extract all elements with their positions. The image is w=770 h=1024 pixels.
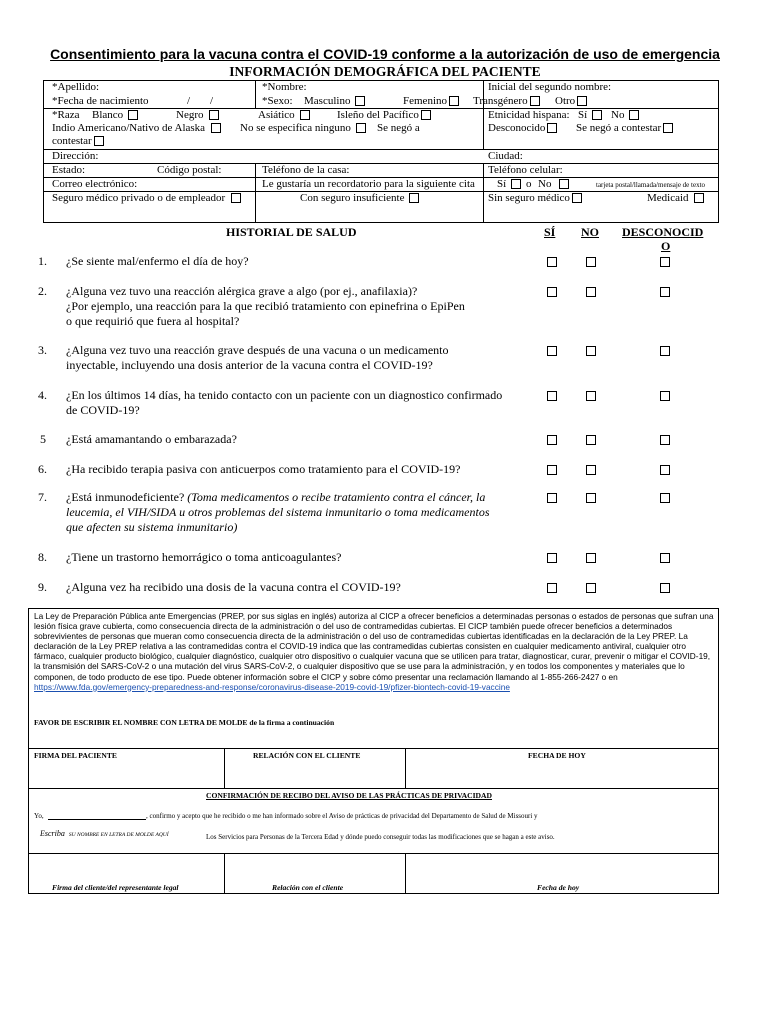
- checkbox[interactable]: [209, 110, 219, 120]
- answer-no-checkbox[interactable]: [586, 465, 596, 475]
- ethnicity-yes-option[interactable]: [578, 109, 602, 121]
- answer-yes-checkbox[interactable]: [547, 391, 557, 401]
- privacy-yo: Yo,: [34, 812, 44, 820]
- date-separator: /: [187, 95, 191, 107]
- reminder-yes-option[interactable]: [497, 178, 521, 190]
- answer-no-checkbox[interactable]: [586, 257, 596, 267]
- ethnicity-no-option[interactable]: [611, 109, 639, 121]
- answer-no-checkbox[interactable]: [586, 553, 596, 563]
- checkbox[interactable]: [592, 110, 602, 120]
- question-line: ¿Alguna vez ha recibido una dosis de la vacuna contra el COVID-19?: [66, 580, 401, 594]
- underinsured-option[interactable]: [300, 192, 419, 204]
- question-number: 7.: [38, 490, 47, 504]
- answer-unknown-checkbox[interactable]: [660, 287, 670, 297]
- fda-link[interactable]: https://www.fda.gov/emergency-preparedness-and-response/coronavirus-disease-2019-covid-19/pfizer-biontech-covid-19-vaccine: [34, 681, 510, 692]
- question-text: [66, 490, 536, 535]
- date-label: FECHA DE HOY: [528, 751, 586, 760]
- question-line: ¿Está amamantando o embarazada?: [66, 432, 237, 446]
- race-white-label: Blanco: [92, 109, 124, 121]
- email-label: Correo electrónico:: [52, 178, 138, 190]
- col-unknown-header-2: O: [661, 239, 671, 253]
- birth-date-label: *Fecha de nacimiento: [52, 95, 149, 107]
- question-line: leucemia, el VIH/SIDA u otros problemas del sistema inmunitario o toma medicamentos: [66, 505, 490, 519]
- checkbox[interactable]: [559, 179, 569, 189]
- race-native-label: Indio Americano/Nativo de Alaska: [52, 122, 206, 134]
- question-line: ¿Alguna vez tuvo una reacción alérgica grave a algo (por ej., anafilaxia)?: [66, 284, 418, 298]
- answer-unknown-checkbox[interactable]: [660, 465, 670, 475]
- question-line: ¿En los últimos 14 días, ha tenido contacto con un paciente con un diagnostico confirmado: [66, 388, 503, 402]
- address-label: Dirección:: [52, 150, 99, 162]
- checkbox[interactable]: [231, 193, 241, 203]
- col-unknown-header: DESCONOCID: [622, 225, 704, 239]
- ethnicity-unknown-option[interactable]: [488, 122, 557, 134]
- checkbox[interactable]: [629, 110, 639, 120]
- name-line[interactable]: [48, 819, 146, 820]
- question-number: 6.: [38, 462, 47, 476]
- question-number: 3.: [38, 343, 47, 357]
- today-date-label: Fecha de hoy: [537, 883, 580, 892]
- answer-unknown-checkbox[interactable]: [660, 435, 670, 445]
- answer-unknown-checkbox[interactable]: [660, 583, 670, 593]
- question-line: ¿Por ejemplo, una reacción para la que recibió tratamiento con epinefrina o EpiPen: [66, 299, 465, 313]
- checkbox[interactable]: [577, 96, 587, 106]
- reminder-no-option[interactable]: [538, 178, 569, 190]
- answer-yes-checkbox[interactable]: [547, 346, 557, 356]
- race-label: *Raza: [52, 109, 80, 121]
- question-line: que afecten su sistema inmunitario): [66, 520, 238, 534]
- sex-female-label: Femenino: [403, 95, 447, 107]
- answer-yes-checkbox[interactable]: [547, 493, 557, 503]
- question-number: 9.: [38, 580, 47, 594]
- question-line: ¿Se siente mal/enfermo el día de hoy?: [66, 254, 249, 268]
- answer-yes-checkbox[interactable]: [547, 287, 557, 297]
- privacy-title: CONFIRMACIÓN DE RECIBO DEL AVISO DE LAS PRÁCTICAS DE PRIVACIDAD: [206, 791, 493, 800]
- demographics-heading: INFORMACIÓN DEMOGRÁFICA DEL PACIENTE: [229, 64, 541, 79]
- ethnicity-label: Etnicidad hispana:: [488, 109, 570, 121]
- uninsured-option[interactable]: [488, 192, 582, 204]
- privacy-ack-line1: , confirmo y acepto que he recibido o me han informado sobre el Aviso de prácticas de privacidad del Departamento de Salud de Missouri y: [146, 812, 538, 820]
- medicaid-option[interactable]: [647, 192, 704, 204]
- question-number: 1.: [38, 254, 47, 268]
- print-name-hint: [40, 823, 169, 841]
- answer-yes-checkbox[interactable]: [547, 583, 557, 593]
- answer-yes-checkbox[interactable]: [547, 465, 557, 475]
- question-text: [66, 462, 536, 477]
- checkbox[interactable]: [547, 123, 557, 133]
- reminder-or: o: [526, 178, 532, 190]
- date-separator: /: [210, 95, 214, 107]
- prep-act-notice: [34, 611, 716, 692]
- sex-transgender-label: Transgénero: [473, 95, 528, 107]
- ethnicity-refused-option[interactable]: [576, 122, 673, 134]
- answer-unknown-checkbox[interactable]: [660, 257, 670, 267]
- cell-phone-label: Teléfono celular:: [488, 164, 563, 176]
- question-number: 4.: [38, 388, 47, 402]
- ethnicity-no-label: No: [611, 109, 625, 121]
- underinsured-label: Con seguro insuficiente: [300, 192, 405, 204]
- race-pacific-islander-label: Isleño del Pacífico: [337, 109, 419, 121]
- race-black-label: Negro: [176, 109, 204, 121]
- checkbox[interactable]: [355, 96, 365, 106]
- question-line: inyectable, incluyendo una dosis anterior de la vacuna contra el COVID-19?: [66, 358, 433, 372]
- question-number: 2.: [38, 284, 47, 298]
- answer-no-checkbox[interactable]: [586, 391, 596, 401]
- race-white-option[interactable]: [92, 109, 138, 121]
- health-history-title: HISTORIAL DE SALUD: [226, 225, 357, 239]
- answer-no-checkbox[interactable]: [586, 287, 596, 297]
- answer-yes-checkbox[interactable]: [547, 553, 557, 563]
- race-asian-label: Asiático: [258, 109, 295, 121]
- question-line: ¿Ha recibido terapia pasiva con anticuerpos como tratamiento para el COVID-19?: [66, 462, 461, 476]
- race-asian-option[interactable]: [258, 109, 310, 121]
- checkbox[interactable]: [128, 110, 138, 120]
- answer-yes-checkbox[interactable]: [547, 257, 557, 267]
- answer-no-checkbox[interactable]: [586, 435, 596, 445]
- sex-other-option[interactable]: [555, 95, 587, 107]
- checkbox[interactable]: [572, 193, 582, 203]
- checkbox[interactable]: [409, 193, 419, 203]
- question-line: de COVID-19?: [66, 403, 140, 417]
- uninsured-label: Sin seguro médico: [488, 192, 570, 204]
- question-line: ¿Tiene un trastorno hemorrágico o toma anticoagulantes?: [66, 550, 342, 564]
- reminder-label: Le gustaría un recordatorio para la siguiente cita: [262, 178, 475, 190]
- race-unspecified-label: No se especifica ninguno: [240, 122, 351, 134]
- client-relationship-label: Relación con el cliente: [272, 883, 344, 892]
- race-refused-label-2: contestar: [52, 135, 92, 147]
- question-line: ¿Alguna vez tuvo una reacción grave después de una vacuna o un medicamento: [66, 343, 449, 357]
- sex-female-option[interactable]: [403, 95, 459, 107]
- checkbox[interactable]: [211, 123, 221, 133]
- form-title: Consentimiento para la vacuna contra el COVID-19 conforme a la autorización de uso de emergencia: [50, 46, 720, 62]
- col-no-header: NO: [581, 225, 599, 239]
- question-line: o que requirió que fuera al hospital?: [66, 314, 240, 328]
- question-text: [66, 432, 536, 447]
- question-text: [66, 343, 536, 373]
- answer-unknown-checkbox[interactable]: [660, 391, 670, 401]
- prep-act-text: La Ley de Preparación Pública ante Emergencias (PREP, por sus siglas en inglés) autoriza al CICP a ofrecer beneficios a determinadas personas o estados de personas que sufran una lesión física grave cubierta, como consecuencia directa de la administración o del uso de contramedidas cubiertas. El CICP también puede ofrecer beneficios a determinados sobrevivientes de personas que mueran como consecuencia directa de la administración o del uso de contramedidas cubiertas identificadas en la declaración de la Ley PREP. La declaración de la Ley PREP relativa a las contramedidas contra el COVID-19 indica que las contramedidas cubiertas consisten en cualquier medicamento antiviral, cualquier otro fármaco, cualquier producto biológico, cualquier diagnóstico, cualquier otro dispositivo o cualquier vacuna que se utilicen para tratar, diagnosticar, curar, prevenir o mitigar el COVID-19, la transmisión del SARS-CoV-2 o una mutación del virus SARS-CoV-2, o cualquier dispositivo que se use para la administración, y en todos los componentes y materiales que lo componen, de todo producto de ese tipo. Puede obtener información sobre el CICP y sobre cómo presentar una reclamación llamando al 1-855-266-2427 o en: [34, 611, 714, 682]
- reminder-yes-label: Sí: [497, 178, 507, 190]
- checkbox[interactable]: [94, 136, 104, 146]
- race-refused-option[interactable]: [52, 135, 104, 147]
- sex-male-label: Masculino: [304, 95, 351, 107]
- state-label: Estado:: [52, 164, 85, 176]
- sex-other-label: Otro: [555, 95, 576, 107]
- private-insurance-label: Seguro médico privado o de empleador: [52, 192, 226, 204]
- checkbox[interactable]: [694, 193, 704, 203]
- checkbox[interactable]: [356, 123, 366, 133]
- question-text: [66, 388, 536, 418]
- answer-no-checkbox[interactable]: [586, 346, 596, 356]
- city-label: Ciudad:: [488, 150, 523, 162]
- sex-label: *Sexo:: [262, 95, 293, 107]
- question-text: [66, 284, 536, 329]
- answer-yes-checkbox[interactable]: [547, 435, 557, 445]
- middle-initial-label: Inicial del segundo nombre:: [488, 81, 612, 93]
- race-native-option[interactable]: [52, 122, 221, 134]
- question-line: (Toma medicamentos o recibe tratamiento contra el cáncer, la: [187, 490, 486, 504]
- question-number: 5: [40, 432, 46, 446]
- checkbox[interactable]: [449, 96, 459, 106]
- checkbox[interactable]: [421, 110, 431, 120]
- question-text: [66, 254, 536, 269]
- checkbox[interactable]: [300, 110, 310, 120]
- private-insurance-option[interactable]: [52, 192, 241, 204]
- checkbox[interactable]: [663, 123, 673, 133]
- question-text: [66, 550, 536, 565]
- sex-transgender-option[interactable]: [473, 95, 540, 107]
- ethnicity-refused-label: Se negó a contestar: [576, 122, 662, 134]
- ethnicity-yes-label: Sí: [578, 109, 588, 121]
- answer-no-checkbox[interactable]: [586, 493, 596, 503]
- print-name-instruction: FAVOR DE ESCRIBIR EL NOMBRE CON LETRA DE MOLDE de la firma a continuación: [34, 718, 335, 727]
- question-text: [66, 580, 536, 595]
- answer-unknown-checkbox[interactable]: [660, 493, 670, 503]
- relationship-label: RELACIÓN CON EL CLIENTE: [253, 751, 361, 760]
- race-refused-label: Se negó a: [377, 122, 420, 134]
- answer-unknown-checkbox[interactable]: [660, 346, 670, 356]
- reminder-type-note: tarjeta postal/llamada/mensaje de texto: [596, 181, 706, 189]
- zip-label: Código postal:: [157, 164, 222, 176]
- medicaid-label: Medicaid: [647, 192, 689, 204]
- answer-no-checkbox[interactable]: [586, 583, 596, 593]
- last-name-label: *Apellido:: [52, 81, 100, 93]
- race-pacific-islander-option[interactable]: [337, 109, 431, 121]
- home-phone-label: Teléfono de la casa:: [262, 164, 350, 176]
- print-name-hint-rest: SU NOMBRE EN LETRA DE MOLDE AQUÍ: [68, 832, 169, 838]
- first-name-label: *Nombre:: [262, 81, 307, 93]
- print-name-hint-lead: Escriba: [40, 829, 65, 838]
- race-unspecified-option[interactable]: [240, 122, 366, 134]
- patient-signature-label: FIRMA DEL PACIENTE: [34, 751, 117, 760]
- checkbox[interactable]: [530, 96, 540, 106]
- reminder-no-label: No: [538, 178, 552, 190]
- privacy-ack-line2: Los Servicios para Personas de la Tercera Edad y dónde puedo conseguir todas las modificaciones que se hagan a este aviso.: [206, 833, 555, 841]
- race-black-option[interactable]: [176, 109, 219, 121]
- question-number: 8.: [38, 550, 47, 564]
- checkbox[interactable]: [511, 179, 521, 189]
- question-lead: ¿Está inmunodeficiente?: [66, 490, 185, 504]
- client-signature-label: Firma del cliente/del representante legal: [52, 883, 179, 892]
- col-yes-header: SÍ: [544, 225, 556, 239]
- ethnicity-unknown-label: Desconocido: [488, 122, 546, 134]
- sex-male-option[interactable]: [304, 95, 365, 107]
- answer-unknown-checkbox[interactable]: [660, 553, 670, 563]
